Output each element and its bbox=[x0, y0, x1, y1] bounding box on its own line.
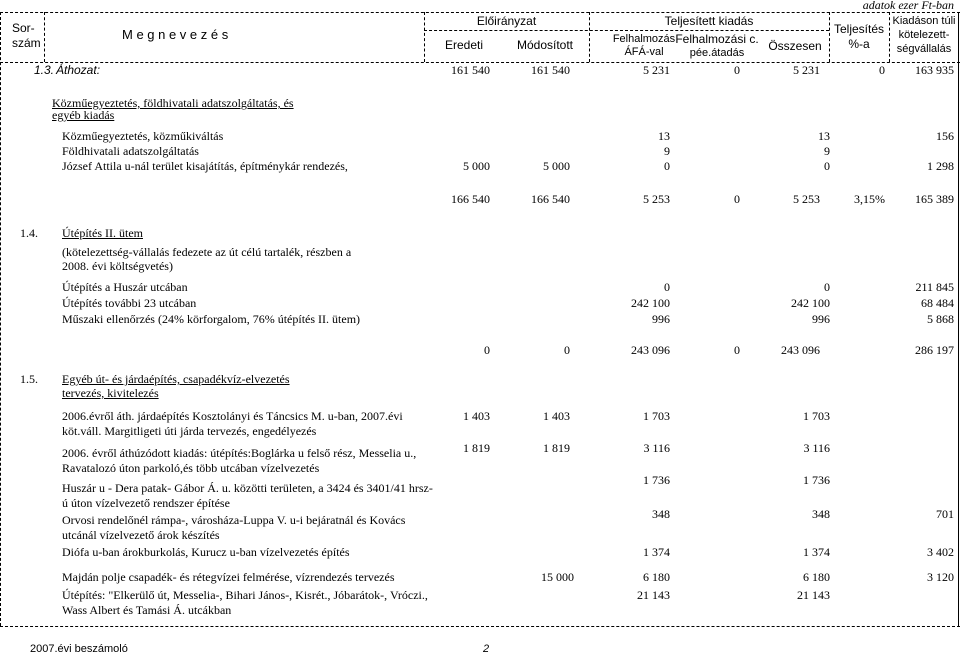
s14-row-felh: 0 bbox=[664, 280, 670, 294]
s15-row-ered: 1 819 bbox=[463, 441, 490, 455]
s13-felhalmozas: 5 231 bbox=[643, 63, 670, 77]
s13-row-ossz: 13 bbox=[818, 129, 830, 143]
s13-teljesites: 0 bbox=[879, 63, 885, 77]
s13-row-felh: 0 bbox=[664, 159, 670, 173]
s13-modositott: 161 540 bbox=[531, 63, 570, 77]
header-teljesites-2: %-a bbox=[848, 37, 870, 51]
left-border bbox=[0, 12, 1, 626]
header-kiadason-1: Kiadáson túli bbox=[892, 15, 956, 27]
header-teljesitett: Teljesített kiadás bbox=[664, 14, 754, 28]
s14-total-osszesen: 243 096 bbox=[781, 343, 820, 357]
s14-row-felh: 242 100 bbox=[631, 296, 670, 310]
s15-row-ossz: 1 374 bbox=[803, 545, 830, 559]
s15-row-ossz: 1 736 bbox=[803, 473, 830, 487]
s15-row-kot: 701 bbox=[936, 507, 954, 521]
s14-row-kot: 68 484 bbox=[921, 296, 954, 310]
s15-row-felh: 3 116 bbox=[643, 441, 670, 455]
s15-row-kot: 3 120 bbox=[927, 570, 954, 584]
s15-row-line-2: Ravatalozó úton parkoló,és több utcában vízelvezetés bbox=[62, 461, 320, 475]
s13-row-felh: 13 bbox=[658, 129, 670, 143]
s15-row-ered: 1 403 bbox=[463, 409, 490, 423]
s13-osszesen: 5 231 bbox=[793, 63, 820, 77]
header-sorszam-2: szám bbox=[12, 36, 41, 50]
header-eredeti: Eredeti bbox=[444, 38, 484, 52]
header-teljesites-1: Teljesítés bbox=[833, 22, 885, 36]
header-kiadason-3: ségvállalás bbox=[896, 43, 952, 55]
s13-total-modositott: 166 540 bbox=[531, 192, 570, 206]
footer-page-number: 2 bbox=[483, 643, 490, 655]
s15-row-ossz: 1 703 bbox=[803, 409, 830, 423]
s15-row-line-2: köt.váll. Margitligeti úti járda tervezés, engedélyezés bbox=[62, 424, 317, 438]
s14-note-1: (kötelezettség-vállalás fedezete az út célú tartalék, részben a bbox=[62, 245, 352, 259]
s14-row-label: Műszaki ellenőrzés (24% körforgalom, 76% útépítés II. ütem) bbox=[62, 312, 361, 326]
s15-row-ossz: 6 180 bbox=[803, 570, 830, 584]
s13-kotelezettseg: 163 935 bbox=[915, 63, 954, 77]
s13-felhalmozasi: 0 bbox=[734, 63, 740, 77]
s14-row-label: Útépítés a Huszár utcában bbox=[62, 280, 188, 294]
s13-total-kotelezettseg: 165 389 bbox=[915, 192, 954, 206]
s14-row-felh: 996 bbox=[652, 312, 670, 326]
s13-row-felh: 9 bbox=[664, 144, 670, 158]
header-felhalmozas-1: Felhalmozás bbox=[612, 33, 676, 45]
s15-row-line-1: Orvosi rendelőnél rámpa-, városháza-Luppa V. u-i bejáratnál és Kovács bbox=[62, 513, 406, 527]
s15-row-ossz: 21 143 bbox=[797, 588, 830, 602]
header-felhalmozasi-1: Felhalmozási c. bbox=[675, 32, 759, 46]
s15-row-line-1: Majdán polje csapadék- és rétegvízei felmérése, vízrendezés tervezés bbox=[62, 570, 395, 584]
s14-row-ossz: 996 bbox=[812, 312, 830, 326]
s13-group-title-2: egyéb kiadás bbox=[52, 108, 115, 122]
s13-total-felhalmozas: 5 253 bbox=[643, 192, 670, 206]
s14-number: 1.4. bbox=[20, 226, 38, 240]
s14-row-ossz: 0 bbox=[824, 280, 830, 294]
header-felhalmozas-2: ÁFÁ-val bbox=[624, 46, 664, 58]
s15-row-line-2: ú úton vízelvezető rendszer építése bbox=[62, 496, 230, 510]
s15-row-ered: 15 000 bbox=[541, 570, 574, 584]
s13-title: Áthozat: bbox=[56, 63, 101, 77]
s15-row-line-1: Huszár u - Dera patak- Gábor Á. u. közötti területen, a 3424 és 3401/41 hrsz- bbox=[62, 481, 433, 495]
s13-row-ossz: 9 bbox=[824, 144, 830, 158]
header-top-rule bbox=[0, 12, 960, 13]
header-mid-rule bbox=[424, 30, 829, 31]
units-note: adatok ezer Ft-ban bbox=[862, 0, 954, 12]
s15-title-2: tervezés, kivitelezés bbox=[62, 386, 159, 400]
s15-row-kot: 3 402 bbox=[927, 545, 954, 559]
s14-row-kot: 5 868 bbox=[927, 312, 954, 326]
s15-row-line-1: Diófa u-ban árokburkolás, Kurucz u-ban vízelvezetés építés bbox=[62, 545, 350, 559]
s15-row-line-1: 2006. évről áthúzódott kiadás: útépítés:Boglárka u felső rész, Messelia u., bbox=[62, 446, 417, 460]
s13-group-title: Közműegyeztetés, földhivatali adatszolgáltatás, és bbox=[52, 96, 294, 110]
s15-row-felh: 1 736 bbox=[643, 473, 670, 487]
s13-total-osszesen: 5 253 bbox=[793, 192, 820, 206]
s13-row-ossz: 0 bbox=[824, 159, 830, 173]
s15-row-ossz: 348 bbox=[812, 507, 830, 521]
s14-total-kotelezettseg: 286 197 bbox=[915, 343, 954, 357]
s13-row-kot: 156 bbox=[936, 129, 954, 143]
s15-row-line-1: Útépítés: "Elkerülő út, Messelia-, Bihari János-, Kisrét., Jóbarátok-, Vróczi., bbox=[62, 588, 428, 602]
s13-row-ered: 5 000 bbox=[463, 159, 490, 173]
s14-total-felhalmozasi: 0 bbox=[734, 343, 740, 357]
s13-total-eredeti: 166 540 bbox=[451, 192, 490, 206]
s15-row-mod: 1 819 bbox=[543, 441, 570, 455]
s15-row-felh: 1 374 bbox=[643, 545, 670, 559]
s14-title: Útépítés II. ütem bbox=[62, 226, 143, 240]
s15-row-line-2: utcánál vízelvezető árok készítés bbox=[62, 528, 220, 542]
header-modositott: Módosított bbox=[516, 38, 574, 52]
header-osszesen: Összesen bbox=[768, 39, 822, 53]
s15-row-felh: 6 180 bbox=[643, 570, 670, 584]
s14-row-kot: 211 845 bbox=[915, 280, 954, 294]
s13-number: 1.3. bbox=[34, 63, 55, 77]
right-border bbox=[958, 12, 959, 626]
footer-title: 2007.évi beszámoló bbox=[30, 643, 128, 655]
s13-total-teljesites: 3,15% bbox=[854, 192, 885, 206]
s13-row-label: Közműegyeztetés, közműkiváltás bbox=[62, 129, 224, 143]
s14-total-modositott: 0 bbox=[564, 343, 570, 357]
header-kiadason-2: kötelezett- bbox=[898, 29, 950, 41]
s15-row-line-2: Wass Albert és Tamási Á. utcákban bbox=[62, 603, 232, 617]
s13-row-kot: 1 298 bbox=[927, 159, 954, 173]
header-eloiranyzat: Előirányzat bbox=[476, 14, 537, 28]
s15-row-felh: 348 bbox=[652, 507, 670, 521]
s15-title-1: Egyéb út- és járdaépítés, csapadékvíz-elvezetés bbox=[62, 372, 290, 386]
header-sorszam-1: Sor- bbox=[12, 21, 35, 35]
s15-row-ossz: 3 116 bbox=[803, 441, 830, 455]
header-megnevezes: M e g n e v e z é s bbox=[122, 27, 229, 42]
col-divider-sorszam bbox=[44, 12, 45, 62]
s15-row-felh: 1 703 bbox=[643, 409, 670, 423]
s13-row-mod: 5 000 bbox=[543, 159, 570, 173]
s15-row-mod: 1 403 bbox=[543, 409, 570, 423]
s13-row-label: Földhivatali adatszolgáltatás bbox=[62, 144, 199, 158]
s14-total-eredeti: 0 bbox=[484, 343, 490, 357]
s13-eredeti: 161 540 bbox=[451, 63, 490, 77]
s13-total-felhalmozasi: 0 bbox=[734, 192, 740, 206]
s15-row-felh: 21 143 bbox=[637, 588, 670, 602]
s15-number: 1.5. bbox=[20, 372, 38, 386]
table-bottom-rule bbox=[0, 626, 960, 627]
s13-row-label: József Attila u-nál terület kisajátítás, építménykár rendezés, bbox=[62, 159, 348, 173]
s15-row-line-1: 2006.évről áth. járdaépítés Kosztolányi és Táncsics M. u-ban, 2007.évi bbox=[62, 409, 403, 423]
s14-note-2: 2008. évi költségvetés) bbox=[62, 259, 173, 273]
header-felhalmozasi-2: pée.átadás bbox=[689, 47, 745, 59]
s14-row-label: Útépítés további 23 utcában bbox=[62, 296, 197, 310]
s14-row-ossz: 242 100 bbox=[791, 296, 830, 310]
s14-total-felhalmozas: 243 096 bbox=[631, 343, 670, 357]
